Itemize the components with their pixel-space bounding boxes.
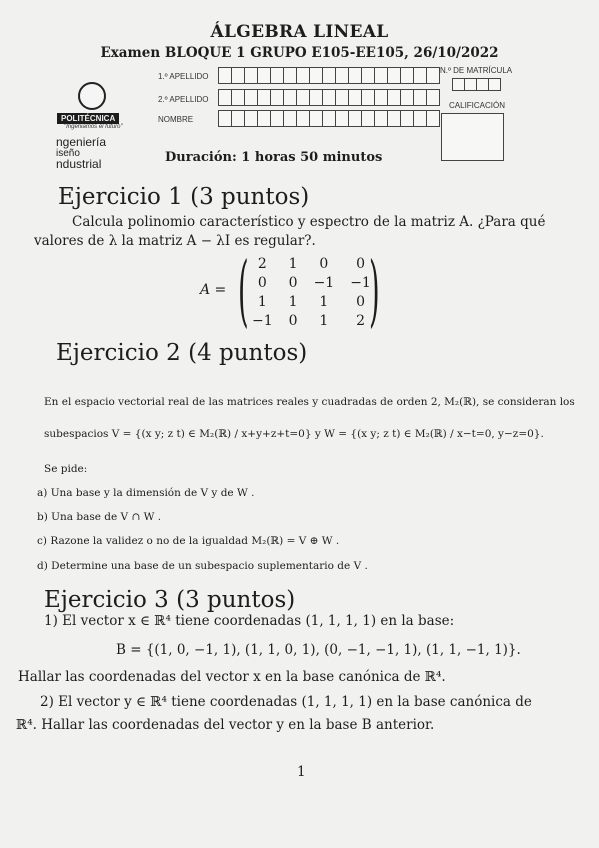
nombre-label: NOMBRE	[158, 115, 194, 124]
ingenieria-logo: ngeniería iseño ndustrial	[56, 135, 107, 171]
ejercicio2-b: b) Una base de V ∩ W .	[37, 511, 162, 523]
ejercicio2-subspaces: subespacios V = {(x y; z t) ∈ M₂(ℝ) / x+y+z+t=0} y W = {(x y; z t) ∈ M₂(ℝ) / x−t=0, y−z=0}.	[44, 428, 544, 440]
matrix-left-paren: (	[238, 246, 249, 336]
matricula-field[interactable]	[452, 78, 500, 91]
apellido2-label: 2.º APELLIDO	[158, 95, 209, 104]
ejercicio3-title: Ejercicio 3 (3 puntos)	[44, 587, 296, 613]
matrix-lhs: A =	[200, 282, 227, 298]
duration: Duración: 1 horas 50 minutos	[165, 150, 383, 165]
ejercicio3-line2: B = {(1, 0, −1, 1), (1, 1, 0, 1), (0, −1, −1, 1), (1, 1, −1, 1)}.	[116, 642, 521, 658]
nombre-field[interactable]	[218, 110, 439, 127]
ejercicio2-title: Ejercicio 2 (4 puntos)	[56, 340, 308, 366]
matrix-right-paren: )	[369, 246, 380, 336]
ejercicio3-line5: ℝ⁴. Hallar las coordenadas del vector y en la base B anterior.	[16, 717, 435, 733]
ejercicio2-sepide: Se pide:	[44, 463, 88, 475]
ejercicio2-d: d) Determine una base de un subespacio suplementario de V .	[37, 560, 368, 572]
apellido1-field[interactable]	[218, 67, 439, 84]
ejercicio2-intro: En el espacio vectorial real de las matrices reales y cuadradas de orden 2, M₂(ℝ), se consideran los	[44, 396, 575, 408]
ejercicio1-title: Ejercicio 1 (3 puntos)	[58, 184, 310, 210]
apellido1-label: 1.º APELLIDO	[158, 72, 209, 81]
politecnica-logo: POLITÉCNICA	[57, 113, 119, 124]
ejercicio3-line1: 1) El vector x ∈ ℝ⁴ tiene coordenadas (1, 1, 1, 1) en la base:	[44, 613, 455, 629]
page-number: 1	[297, 764, 306, 780]
matrix-a: 2 1 0 0 0 0 −1 −1 1 1 1 0 −1 0 1 2	[252, 255, 371, 329]
ejercicio1-line2: valores de λ la matriz A − λI es regular?.	[34, 233, 316, 249]
ejercicio1-line1: Calcula polinomio característico y espectro de la matriz A. ¿Para qué	[72, 214, 546, 230]
exam-title: ÁLGEBRA LINEAL	[210, 22, 389, 42]
matricula-label: N.º DE MATRÍCULA	[440, 66, 513, 75]
politecnica-tagline: "Ingeniamos el futuro"	[64, 124, 123, 130]
calificacion-box[interactable]	[441, 113, 504, 161]
ejercicio3-line4: 2) El vector y ∈ ℝ⁴ tiene coordenadas (1, 1, 1, 1) en la base canónica de	[40, 694, 532, 710]
ejercicio3-line3: Hallar las coordenadas del vector x en la base canónica de ℝ⁴.	[18, 669, 446, 685]
ejercicio2-c: c) Razone la validez o no de la igualdad M₂(ℝ) = V ⊕ W .	[37, 535, 340, 547]
exam-subtitle: Examen BLOQUE 1 GRUPO E105-EE105, 26/10/2022	[100, 45, 499, 61]
ejercicio2-a: a) Una base y la dimensión de V y de W .	[37, 487, 255, 499]
calificacion-label: CALIFICACIÓN	[449, 101, 506, 110]
university-crest-icon	[78, 82, 106, 110]
apellido2-field[interactable]	[218, 89, 439, 106]
